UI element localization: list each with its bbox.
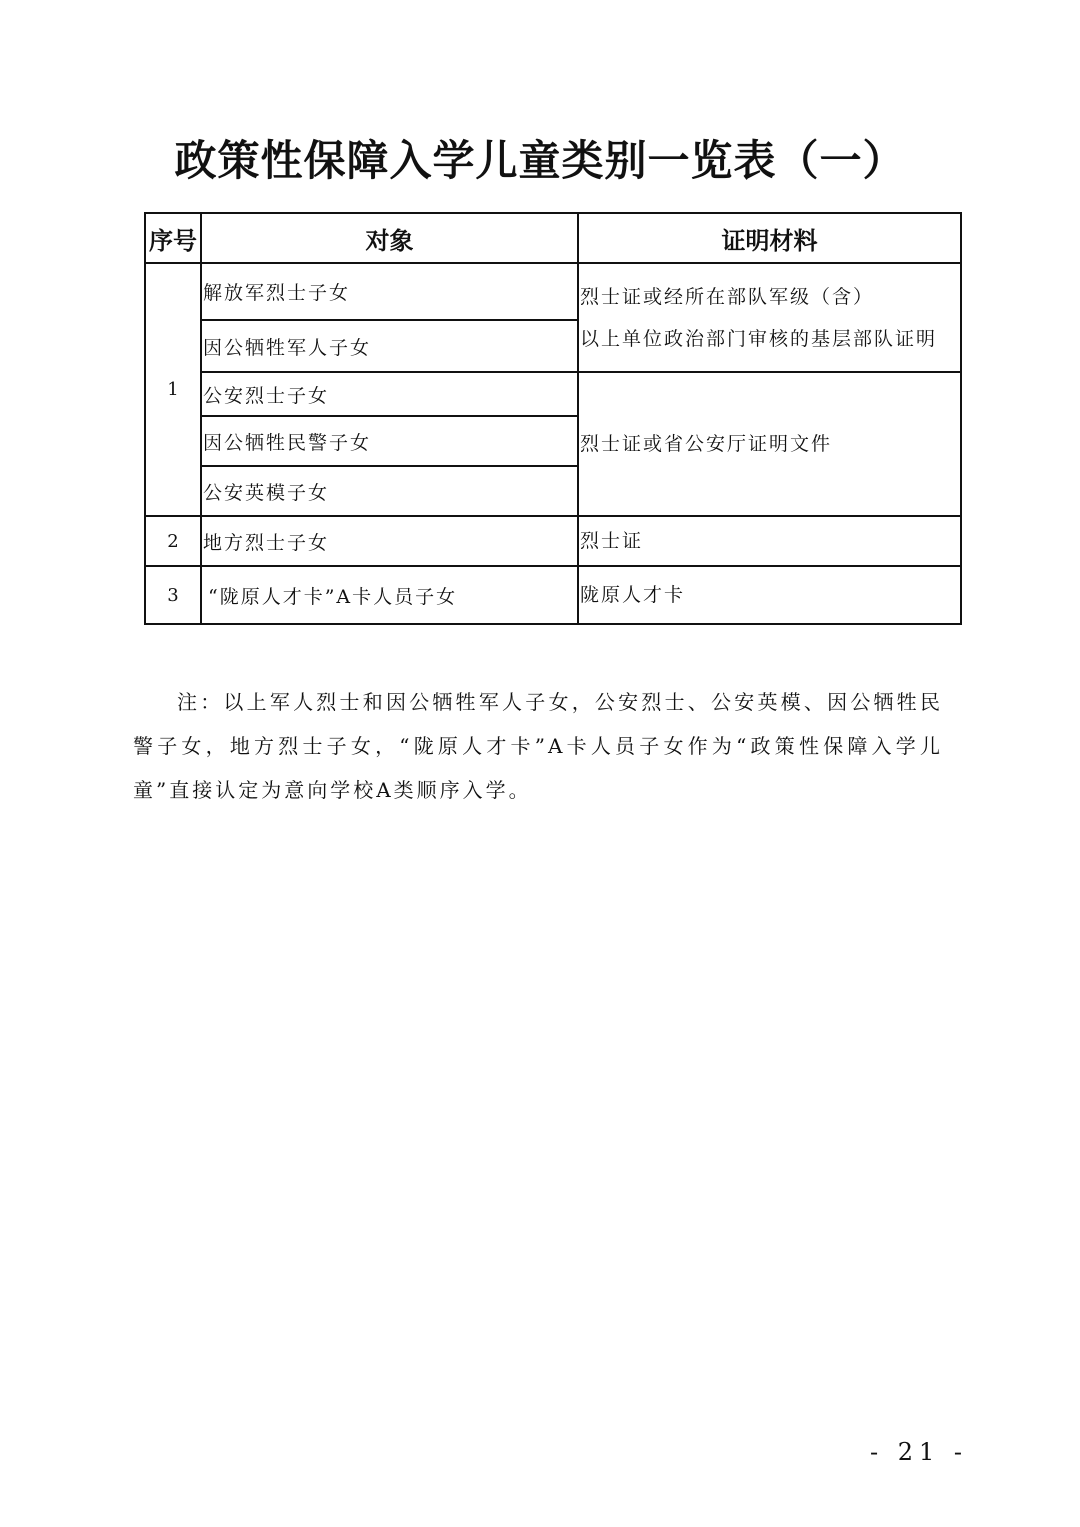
row-object: 公安烈士子女: [201, 372, 578, 416]
row-proof-talent: 陇原人才卡: [578, 566, 961, 624]
proof-line: 烈士证或经所在部队军级（含）: [580, 285, 875, 308]
header-seq: 序号: [145, 213, 201, 263]
row-object: 解放军烈士子女: [201, 263, 578, 320]
category-table: [144, 212, 962, 625]
row-seq: 2: [145, 516, 201, 566]
page-number: - 21 -: [870, 1438, 969, 1466]
table-row: [145, 516, 961, 566]
row-object: “陇原人才卡”A卡人员子女: [201, 566, 578, 624]
row-proof-local: 烈士证: [578, 516, 961, 566]
header-object: 对象: [201, 213, 578, 263]
table-header-row: [145, 213, 961, 263]
row-object: 因公牺牲民警子女: [201, 416, 578, 466]
row-seq: 1: [145, 263, 201, 516]
row-proof-military: [578, 263, 961, 372]
proof-line: 以上单位政治部门审核的基层部队证明: [580, 327, 938, 350]
page-title: 政策性保障入学儿童类别一览表（一）: [174, 136, 906, 185]
row-object: 公安英模子女: [201, 466, 578, 516]
table-row: [145, 566, 961, 624]
row-object: 因公牺牲军人子女: [201, 320, 578, 372]
row-seq: 3: [145, 566, 201, 624]
row-object: 地方烈士子女: [201, 516, 578, 566]
table-row: [145, 372, 961, 416]
row-proof-police: 烈士证或省公安厅证明文件: [578, 372, 961, 516]
note-paragraph: 注：以上军人烈士和因公牺牲军人子女，公安烈士、公安英模、因公牺牲民警子女，地方烈士子女，“陇原人才卡”A卡人员子女作为“政策性保障入学儿童”直接认定为意向学校A类顺序入学。: [133, 690, 943, 802]
table-row: [145, 263, 961, 320]
header-proof: 证明材料: [578, 213, 961, 263]
